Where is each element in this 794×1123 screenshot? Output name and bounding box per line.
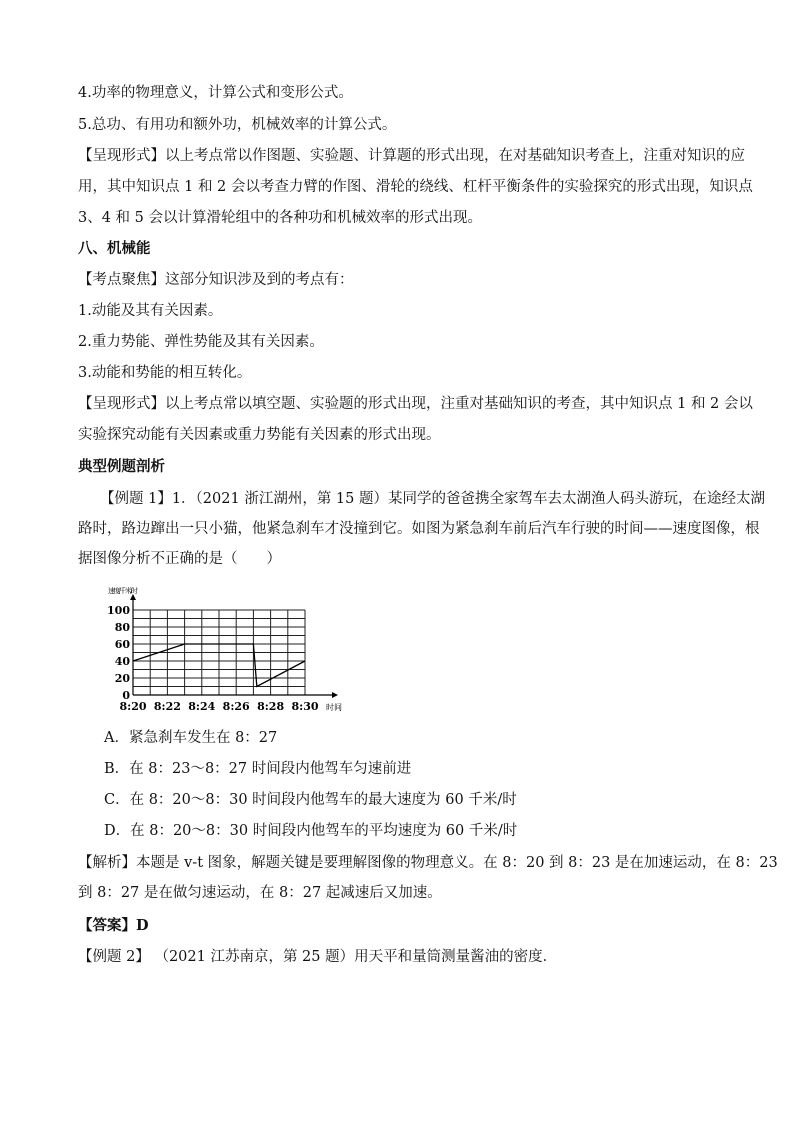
text-line: 1.动能及其有关因素。 — [78, 303, 223, 319]
y-tick-label: 0 — [122, 689, 130, 702]
option-d: D．在 8：20～8：30 时间段内他驾车的平均速度为 60 千米/时 — [104, 823, 518, 839]
y-tick-label: 40 — [114, 655, 130, 668]
y-tick-label: 20 — [114, 672, 130, 685]
text-line: 2.重力势能、弹性势能及其有关因素。 — [78, 334, 324, 350]
analysis-text: 【解析】本题是 v-t 图象，解题关键是要理解图像的物理意义。在 8：20 到 8：23 是在加速运动，在 8：23 — [78, 855, 778, 871]
x-axis-label: 时间 — [326, 703, 342, 712]
text-line: 3、4 和 5 会以计算滑轮组中的各种功和机械效率的形式出现。 — [78, 210, 483, 226]
text-line: 路时，路边蹿出一只小猫，他紧急刹车才没撞到它。如图为紧急刹车前后汽车行驶的时间——速度图像，根 — [78, 521, 760, 537]
section-heading: 八、机械能 — [78, 240, 151, 257]
y-axis-label: 速度/千米/时 — [108, 587, 138, 595]
option-b: B．在 8：23～8：27 时间段内他驾车匀速前进 — [104, 761, 412, 777]
x-tick-label: 8:20 — [119, 700, 147, 713]
example-2-title: 【例题 2】 （2021 江苏南京，第 25 题）用天平和量筒测量酱油的密度． — [78, 949, 558, 965]
option-a: A．紧急刹车发生在 8：27 — [104, 730, 278, 746]
text-line: 【呈现形式】以上考点常以作图题、实验题、计算题的形式出现，在对基础知识考查上，注重对知识的应 — [78, 148, 745, 164]
y-tick-label: 60 — [114, 638, 130, 651]
section-heading: 典型例题剖析 — [78, 458, 165, 475]
answer-text: 【答案】D — [78, 917, 149, 934]
x-tick-label: 8:28 — [257, 700, 285, 713]
text-line: 据图像分析不正确的是（ ） — [78, 551, 281, 567]
x-axis-arrow — [332, 692, 338, 698]
text-line: 5.总功、有用功和额外功，机械效率的计算公式。 — [78, 117, 397, 133]
option-c: C．在 8：20～8：30 时间段内他驾车的最大速度为 60 千米/时 — [104, 792, 517, 808]
text-line: 4.功率的物理意义，计算公式和变形公式。 — [78, 85, 353, 101]
text-line: 【呈现形式】以上考点常以填空题、实验题的形式出现，注重对基础知识的考查，其中知识点 1 和 2 会以 — [78, 396, 753, 412]
speed-time-chart — [100, 580, 350, 720]
example-1-title: 【例题 1】1．（2021 浙江湖州，第 15 题）某同学的爸爸携全家驾车去太湖渔人码头游玩，在途经太湖 — [100, 491, 765, 507]
text-line: 【考点聚焦】这部分知识涉及到的考点有： — [78, 272, 354, 288]
y-tick-label: 100 — [107, 604, 130, 617]
x-tick-label: 8:26 — [222, 700, 250, 713]
x-tick-label: 8:24 — [188, 700, 216, 713]
x-tick-label: 8:22 — [153, 700, 181, 713]
text-line: 3.动能和势能的相互转化。 — [78, 365, 252, 381]
analysis-text: 到 8：27 是在做匀速运动，在 8：27 起减速后又加速。 — [78, 885, 442, 901]
text-line: 用，其中知识点 1 和 2 会以考查力臂的作图、滑轮的绕线、杠杆平衡条件的实验探究的形式出现，知识点 — [78, 179, 753, 195]
y-tick-label: 80 — [114, 621, 130, 634]
chart-svg — [100, 580, 350, 720]
x-tick-label: 8:30 — [291, 700, 319, 713]
text-line: 实验探究动能有关因素或重力势能有关因素的形式出现。 — [78, 427, 441, 443]
